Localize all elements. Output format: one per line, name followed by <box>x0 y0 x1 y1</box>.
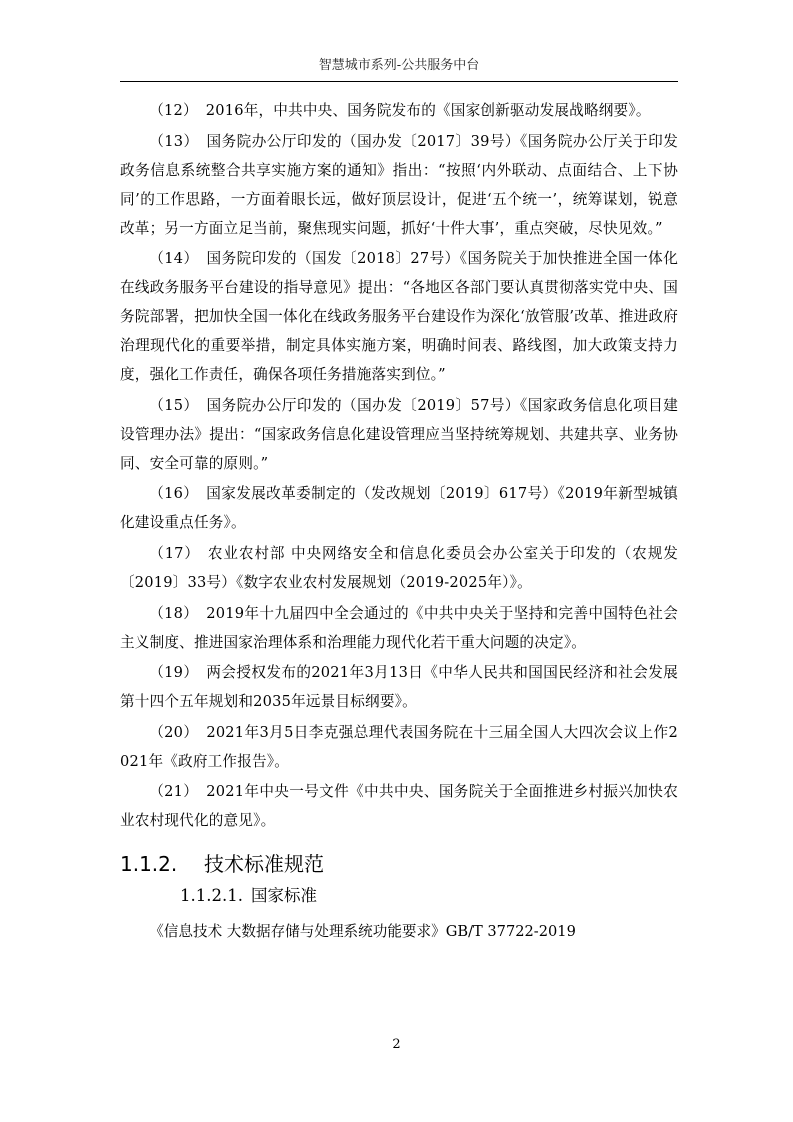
list-item <box>120 777 678 835</box>
header-title: 智慧城市系列-公共服务中台 <box>318 58 480 73</box>
item-text: 2019年十九届四中全会通过的《中共中央关于坚持和完善中国特色社会主义制度、推进国家治理体系和治理能力现代化若干重大问题的决定》。 <box>120 604 678 651</box>
item-text: 国家发展改革委制定的（发改规划〔2019〕617号）《2019年新型城镇化建设重点任务》。 <box>120 485 678 532</box>
item-number: （21） <box>149 783 199 801</box>
item-text: 国务院印发的（国发〔2018〕27号）《国务院关于加快推进全国一体化在线政务服务平台建设的指导意见》提出：“各地区各部门要认真贯彻落实党中央、国务院部署，把加快全国一体化在线政务服务平台建设作为深化‘放管服’改革、推进政府治理现代化的重要举措，制定具体实施方案，明确时间表、路线图，加大政策支持力度，强化工作责任，确保各项任务措施落实到位。” <box>120 250 679 384</box>
item-number: （16） <box>149 485 199 503</box>
document-body <box>120 96 678 946</box>
section-heading <box>120 849 678 879</box>
item-number: （15） <box>149 396 199 414</box>
item-number: （20） <box>149 723 199 741</box>
item-number: （13） <box>149 132 199 150</box>
item-text: 国务院办公厅印发的（国办发〔2019〕57号）《国家政务信息化项目建设管理办法》提出：“国家政务信息化建设管理应当坚持统筹规划、共建共享、业务协同、安全可靠的原则。” <box>120 396 679 472</box>
list-item <box>120 391 678 478</box>
item-number: （12） <box>149 102 198 119</box>
item-text: 国务院办公厅印发的（国办发〔2017〕39号）《国务院办公厅关于印发政务信息系统整合共享实施方案的通知》指出：“按照‘内外联动、点面结合、上下协同’的工作思路，一方面着眼长远，做好顶层设计，促进‘五个统一’，统筹谋划，锐意改革；另一方面立足当前，聚焦现实问题，抓好‘十件大事’，重点突破，尽快见效。” <box>120 132 679 237</box>
item-text: 农业农村部 中央网络安全和信息化委员会办公室关于印发的（农规发〔2019〕33号）《数字农业农村发展规划（2019-2025年）》。 <box>120 544 678 591</box>
page-header <box>120 56 678 76</box>
list-item <box>120 539 678 597</box>
list-item <box>120 244 678 389</box>
header-divider <box>120 81 678 82</box>
subsection-heading <box>180 881 678 911</box>
page-number: 2 <box>392 1037 401 1052</box>
list-item <box>120 96 678 125</box>
list-item <box>120 718 678 776</box>
list-item <box>120 479 678 537</box>
item-text: 2016年，中共中央、国务院发布的《国家创新驱动发展战略纲要》。 <box>205 102 651 119</box>
standard-item: 《信息技术 大数据存储与处理系统功能要求》GB/T 37722-2019 <box>149 923 576 941</box>
list-item <box>120 599 678 657</box>
item-number: （14） <box>149 250 199 268</box>
list-item <box>120 127 678 243</box>
item-text: 2021年3月5日李克强总理代表国务院在十三届全国人大四次会议上作2021年《政府工作报告》。 <box>120 723 678 770</box>
item-text: 2021年中央一号文件《中共中央、国务院关于全面推进乡村振兴加快农业农村现代化的意见》。 <box>120 783 678 830</box>
list-item <box>120 658 678 716</box>
item-number: （19） <box>149 664 199 682</box>
section-number: 1.1.2. <box>120 852 178 877</box>
item-number: （18） <box>149 604 199 622</box>
item-number: （17） <box>149 544 200 562</box>
section-title: 技术标准规范 <box>204 852 324 877</box>
subsection-number: 1.1.2.1. <box>180 886 243 906</box>
item-text: 两会授权发布的2021年3月13日《中华人民共和国国民经济和社会发展第十四个五年规划和2035年远景目标纲要》。 <box>120 664 678 711</box>
subsection-title: 国家标准 <box>250 886 317 906</box>
